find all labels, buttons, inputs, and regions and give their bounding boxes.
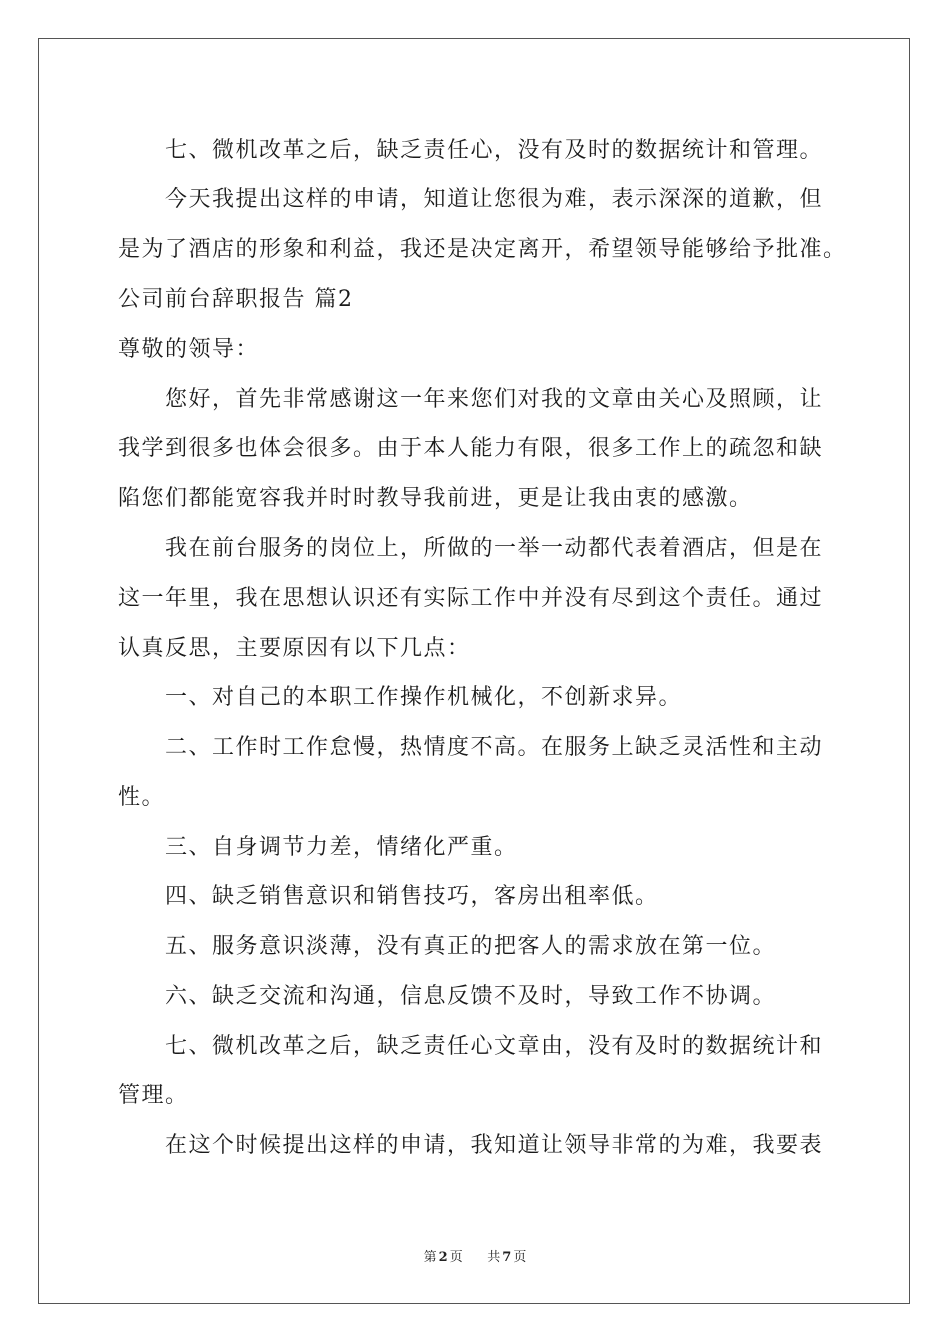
paragraph-line: 认真反思，主要原因有以下几点： xyxy=(118,636,471,661)
paragraph-line: 我学到很多也体会很多。由于本人能力有限，很多工作上的疏忽和缺 xyxy=(118,436,824,461)
paragraph-line: 今天我提出这样的申请，知道让您很为难，表示深深的道歉，但 xyxy=(165,187,824,212)
list-item: 一、对自己的本职工作操作机械化，不创新求异。 xyxy=(165,685,683,710)
total-suffix: 页 xyxy=(513,1250,527,1265)
page-footer xyxy=(0,1246,950,1265)
page-suffix: 页 xyxy=(449,1250,463,1265)
total-prefix: 共 xyxy=(487,1250,501,1265)
paragraph-line: 陷您们都能宽容我并时时教导我前进，更是让我由衷的感激。 xyxy=(118,486,753,511)
paragraph-line: 是为了酒店的形象和利益，我还是决定离开，希望领导能够给予批准。 xyxy=(118,237,847,262)
list-item: 四、缺乏销售意识和销售技巧，客房出租率低。 xyxy=(165,884,659,909)
page-current: 2 xyxy=(438,1250,448,1265)
list-item: 性。 xyxy=(118,785,166,810)
list-item: 管理。 xyxy=(118,1083,189,1108)
total-count: 7 xyxy=(502,1250,512,1265)
list-item: 二、工作时工作怠慢，热情度不高。在服务上缺乏灵活性和主动 xyxy=(165,735,824,760)
section-heading: 公司前台辞职报告 篇2 xyxy=(118,287,354,312)
paragraph-line: 您好，首先非常感谢这一年来您们对我的文章由关心及照顾，让 xyxy=(165,387,824,412)
paragraph-line: 我在前台服务的岗位上，所做的一举一动都代表着酒店，但是在 xyxy=(165,536,824,561)
list-item: 七、微机改革之后，缺乏责任心文章由，没有及时的数据统计和 xyxy=(165,1034,824,1059)
page-frame xyxy=(38,38,910,1304)
paragraph-line: 七、微机改革之后，缺乏责任心，没有及时的数据统计和管理。 xyxy=(165,138,824,163)
page-total xyxy=(485,1250,528,1265)
paragraph-line: 这一年里，我在思想认识还有实际工作中并没有尽到这个责任。通过 xyxy=(118,586,824,611)
list-item: 三、自身调节力差，情绪化严重。 xyxy=(165,835,518,860)
list-item: 五、服务意识淡薄，没有真正的把客人的需求放在第一位。 xyxy=(165,934,777,959)
page-prefix: 第 xyxy=(423,1250,437,1265)
page-number xyxy=(422,1250,465,1265)
list-item: 六、缺乏交流和沟通，信息反馈不及时，导致工作不协调。 xyxy=(165,984,777,1009)
salutation: 尊敬的领导： xyxy=(118,337,260,362)
paragraph-line: 在这个时候提出这样的申请，我知道让领导非常的为难，我要表 xyxy=(165,1133,824,1158)
